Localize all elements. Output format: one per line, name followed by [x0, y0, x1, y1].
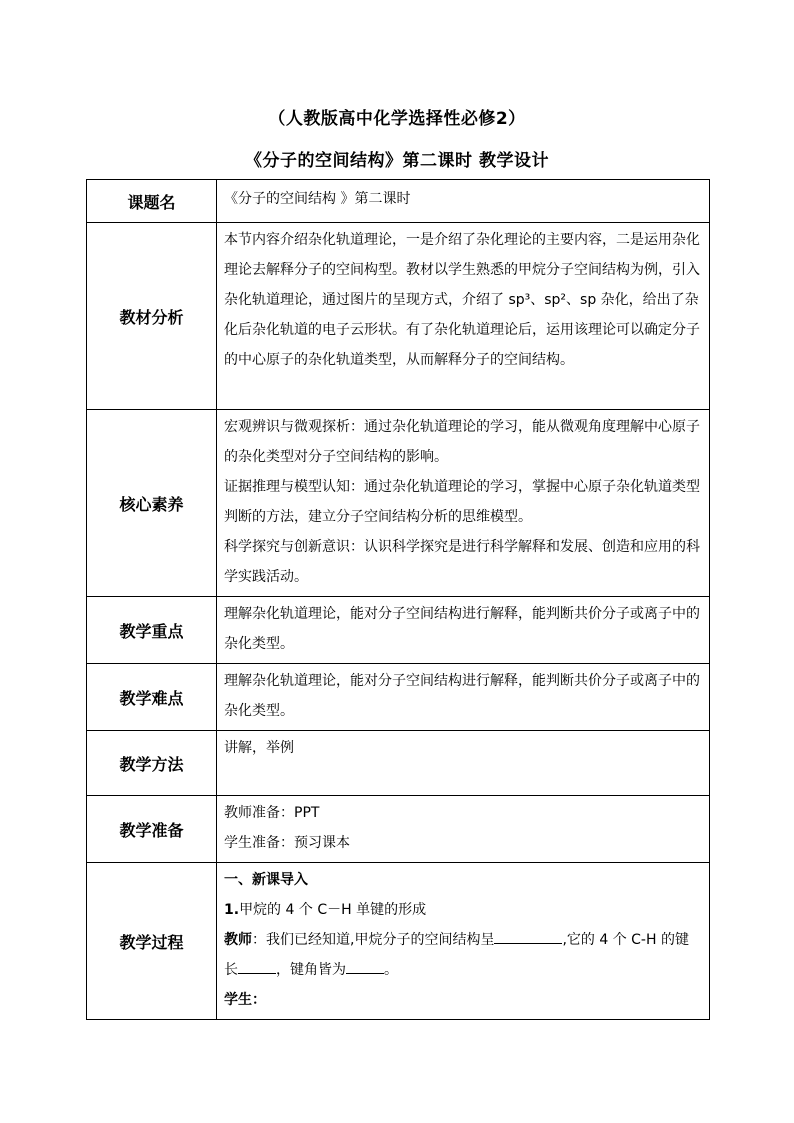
table-row-process	[87, 863, 710, 1020]
methods-text: 讲解，举例	[224, 740, 294, 756]
table-row-key-points	[87, 597, 710, 664]
lesson-plan-table	[86, 179, 710, 1020]
item-text: 甲烷的 4 个 C－H 单键的形成	[239, 902, 427, 918]
item-number: 1.	[224, 902, 240, 918]
key-points-text: 理解杂化轨道理论，能对分子空间结构进行解释，能判断共价分子或离子中的杂化类型。	[224, 606, 700, 652]
teacher-text-part: ,它的 4 个 C-H 的键长	[224, 932, 689, 978]
teacher-text-part: ，键角皆为	[276, 962, 346, 978]
teacher-preparation: 教师准备：PPT	[224, 805, 320, 821]
literacy-item: 宏观辨识与微观探析：通过杂化轨道理论的学习，能从微观角度理解中心原子的杂化类型对分子空间结构的影响。	[224, 419, 700, 465]
row-content-key-points	[217, 597, 710, 664]
document-title: （人教版高中化学选择性必修2）	[268, 109, 526, 129]
row-content-preparation	[217, 796, 710, 863]
table-row-material	[87, 223, 710, 410]
material-text: 本节内容介绍杂化轨道理论，一是介绍了杂化理论的主要内容，二是运用杂化理论去解释分子的空间构型。教材以学生熟悉的甲烷分子空间结构为例，引入杂化轨道理论，通过图片的呈现方式，介绍了 sp³、sp²、sp 杂化，给出了杂化后杂化轨道的电子云形状。有了杂化轨道理论后，运用该理论可以确定分子的中心原子的杂化轨道类型，从而解释分子的空间结构。	[224, 232, 700, 368]
row-content-material	[217, 223, 710, 410]
row-content-literacy	[217, 410, 710, 597]
row-label-process: 教学过程	[87, 863, 217, 1020]
teacher-text-part: ：我们已经知道,甲烷分子的空间结构呈	[252, 932, 495, 948]
student-preparation: 学生准备：预习课本	[224, 835, 350, 851]
table-row-difficulties	[87, 664, 710, 731]
row-label-material: 教材分析	[87, 223, 217, 410]
table-row-literacy	[87, 410, 710, 597]
row-content-difficulties	[217, 664, 710, 731]
topic-text: 《分子的空间结构 》第二课时	[224, 191, 411, 207]
section-heading: 一、新课导入	[224, 872, 308, 888]
document-subtitle: 《分子的空间结构》第二课时 教学设计	[245, 151, 549, 171]
literacy-item: 证据推理与模型认知：通过杂化轨道理论的学习，掌握中心原子杂化轨道类型判断的方法，建立分子空间结构分析的思维模型。	[224, 479, 700, 525]
table-row-topic	[87, 180, 710, 223]
teacher-prompt	[224, 925, 702, 985]
table-row-methods	[87, 731, 710, 796]
teacher-text-part: 。	[384, 962, 398, 978]
table-row-preparation	[87, 796, 710, 863]
row-content-topic	[217, 180, 710, 223]
difficulties-text: 理解杂化轨道理论，能对分子空间结构进行解释，能判断共价分子或离子中的杂化类型。	[224, 673, 700, 719]
row-label-topic: 课题名	[87, 180, 217, 223]
literacy-item: 科学探究与创新意识：认识科学探究是进行科学解释和发展、创造和应用的科学实践活动。	[224, 539, 700, 585]
teacher-label: 教师	[224, 932, 252, 948]
process-item	[224, 895, 702, 925]
row-content-methods	[217, 731, 710, 796]
row-label-preparation: 教学准备	[87, 796, 217, 863]
answer-blank[interactable]	[238, 955, 276, 974]
student-label: 学生：	[224, 992, 266, 1008]
row-content-process	[217, 863, 710, 1020]
answer-blank[interactable]	[346, 955, 384, 974]
row-label-methods: 教学方法	[87, 731, 217, 796]
answer-blank[interactable]	[494, 925, 562, 944]
row-label-key-points: 教学重点	[87, 597, 217, 664]
row-label-difficulties: 教学难点	[87, 664, 217, 731]
row-label-literacy: 核心素养	[87, 410, 217, 597]
